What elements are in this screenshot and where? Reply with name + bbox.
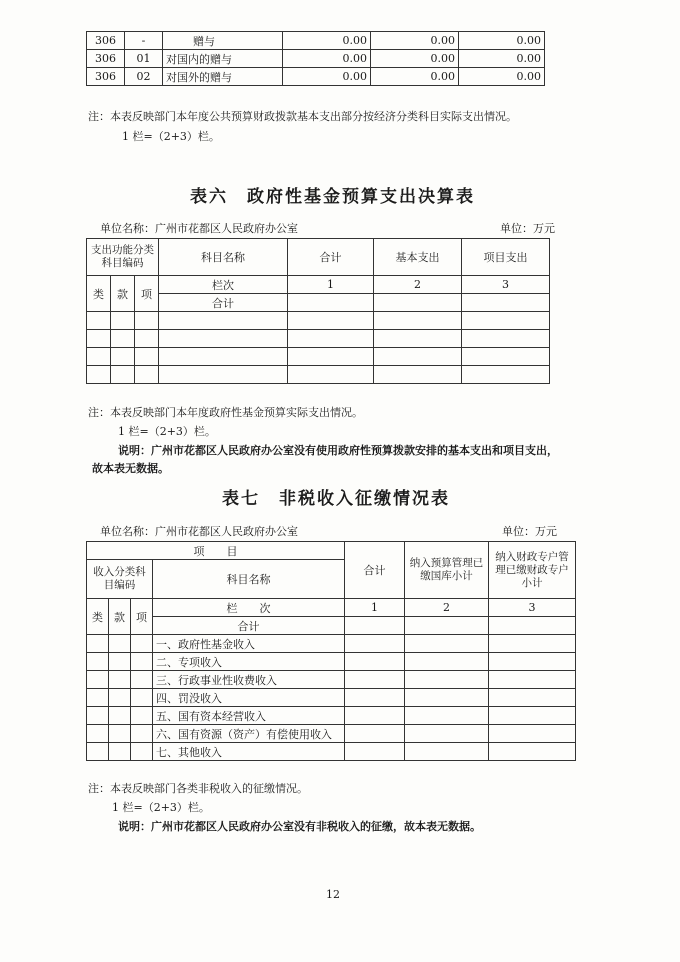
table7-special-header: 纳入财政专户管理已缴财政专户小计 (489, 542, 576, 599)
table7-col3: 3 (489, 599, 576, 617)
table-row (87, 707, 576, 725)
income-item-label: 一、政府性基金收入 (153, 635, 345, 653)
table7-budget-header: 纳入预算管理已缴国库小计 (405, 542, 489, 599)
table7-explain: 说明：广州市花都区人民政府办公室没有非税收入的征缴，故本表无数据。 (118, 820, 481, 833)
table7-title: 表七 非税收入征缴情况表 (222, 489, 450, 509)
table-row (87, 635, 576, 653)
cell-v3: 0.00 (459, 50, 545, 68)
cell-name: 对国外的赠与 (163, 68, 283, 86)
cell-v2: 0.00 (371, 50, 459, 68)
table7-xiang-header: 项 (131, 599, 153, 635)
table7-kuan-header: 款 (109, 599, 131, 635)
cell-v1: 0.00 (283, 68, 371, 86)
income-item-label: 四、罚没收入 (153, 689, 345, 707)
cell-v3: 0.00 (459, 32, 545, 50)
table7-note: 注：本表反映部门各类非税收入的征缴情况。 (88, 782, 308, 795)
table7-unit: 单位：万元 (502, 525, 557, 538)
cell-name: 对国内的赠与 (163, 50, 283, 68)
table6-xiang-header: 项 (135, 276, 159, 312)
table6-col3: 3 (462, 276, 550, 294)
table6-note: 注：本表反映部门本年度政府性基金预算实际支出情况。 (88, 406, 363, 419)
table6-col1: 1 (288, 276, 374, 294)
table7-col2: 2 (405, 599, 489, 617)
table7-formula: 1 栏=（2+3）栏。 (112, 801, 210, 814)
expenditure-continuation-table (86, 31, 545, 86)
table6-unit-name: 单位名称：广州市花都区人民政府办公室 (100, 222, 298, 235)
cell-name: 赠与 (163, 32, 283, 50)
table-row (87, 725, 576, 743)
table-row (87, 32, 545, 50)
table6-total-header: 合计 (288, 239, 374, 276)
table7-non-tax-revenue (86, 541, 576, 761)
page-number: 12 (326, 888, 340, 901)
table-row (87, 653, 576, 671)
cell-code: 306 (87, 32, 125, 50)
income-item-label: 五、国有资本经营收入 (153, 707, 345, 725)
cell-v1: 0.00 (283, 32, 371, 50)
cell-v1: 0.00 (283, 50, 371, 68)
table-row (87, 68, 545, 86)
table6-lei-header: 类 (87, 276, 111, 312)
cell-sub: - (125, 32, 163, 50)
table7-subject-name-header: 科目名称 (153, 560, 345, 599)
table7-item-header: 项 目 (87, 542, 345, 560)
income-item-label: 七、其他收入 (153, 743, 345, 761)
table-row (87, 50, 545, 68)
income-item-label: 三、行政事业性收费收入 (153, 671, 345, 689)
table6-unit: 单位：万元 (500, 222, 555, 235)
table6-explain-line2: 故本表无数据。 (92, 462, 169, 475)
table6-explain-line1: 说明：广州市花都区人民政府办公室没有使用政府性预算拨款安排的基本支出和项目支出， (118, 444, 558, 457)
table6-basic-header: 基本支出 (374, 239, 462, 276)
top-table-formula: 1 栏=（2+3）栏。 (122, 130, 220, 143)
cell-v2: 0.00 (371, 32, 459, 50)
table7-total-header: 合计 (345, 542, 405, 599)
table7-unit-name: 单位名称：广州市花都区人民政府办公室 (100, 525, 298, 538)
table7-lanci: 栏 次 (153, 599, 345, 617)
table6-sum-label: 合计 (159, 294, 288, 312)
table7-lei-header: 类 (87, 599, 109, 635)
cell-sub: 01 (125, 50, 163, 68)
table-row (87, 671, 576, 689)
table7-income-code-header: 收入分类科目编码 (87, 560, 153, 599)
cell-code: 306 (87, 50, 125, 68)
income-item-label: 六、国有资源（资产）有偿使用收入 (153, 725, 345, 743)
table-row (87, 689, 576, 707)
cell-code: 306 (87, 68, 125, 86)
table6-col2: 2 (374, 276, 462, 294)
table6-func-code-header: 支出功能分类科目编码 (87, 239, 159, 276)
table6-formula: 1 栏=（2+3）栏。 (118, 425, 216, 438)
table-row (87, 743, 576, 761)
top-table-note: 注：本表反映部门本年度公共预算财政拨款基本支出部分按经济分类科目实际支出情况。 (88, 110, 517, 123)
table7-sum-label: 合计 (153, 617, 345, 635)
table6-lanci: 栏次 (159, 276, 288, 294)
table7-col1: 1 (345, 599, 405, 617)
cell-v3: 0.00 (459, 68, 545, 86)
table6-project-header: 项目支出 (462, 239, 550, 276)
cell-sub: 02 (125, 68, 163, 86)
table6-government-fund-expenditure (86, 238, 550, 384)
table6-kuan-header: 款 (111, 276, 135, 312)
table6-title: 表六 政府性基金预算支出决算表 (190, 187, 475, 207)
table6-subject-name-header: 科目名称 (159, 239, 288, 276)
income-item-label: 二、专项收入 (153, 653, 345, 671)
cell-v2: 0.00 (371, 68, 459, 86)
